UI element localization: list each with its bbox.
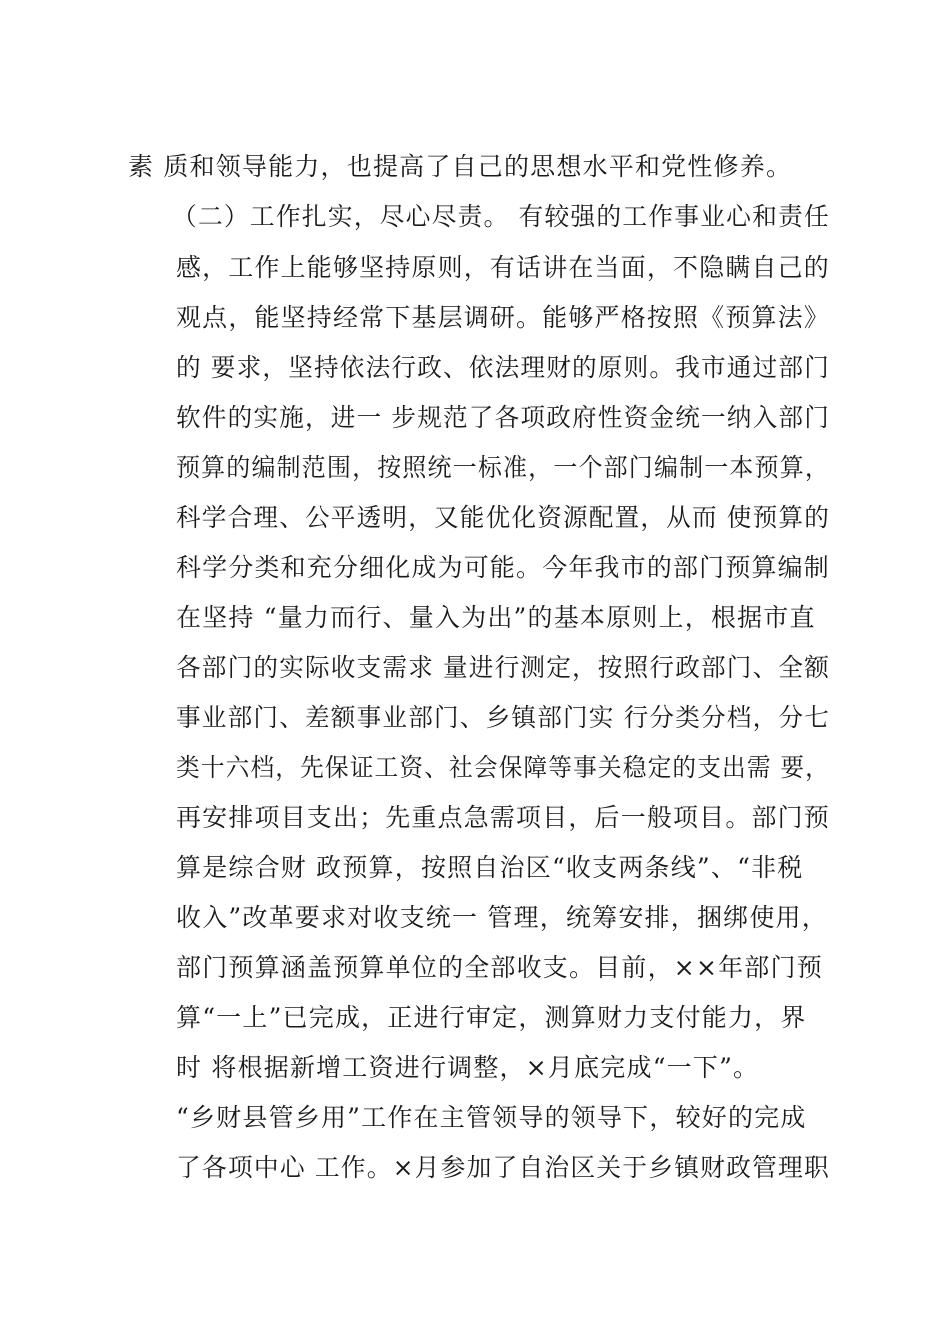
text-line: 事业部门、差额事业部门、乡镇部门实 行分类分档，分七	[176, 703, 830, 732]
text-line: 预算的编制范围，按照统一标准，一个部门编制一本预算，	[176, 453, 831, 482]
text-line: “乡财县管乡用”工作在主管领导的领导下，较好的完成	[176, 1103, 807, 1132]
text-line: 科学分类和充分细化成为可能。今年我市的部门预算编制	[176, 553, 830, 582]
text-line: 算是综合财 政预算，按照自治区“收支两条线”、“非税	[176, 853, 804, 882]
text-line: 类十六档，先保证工资、社会保障等事关稳定的支出需 要，	[176, 753, 830, 782]
text-line: 观点，能坚持经常下基层调研。能够严格按照《预算法》	[176, 303, 830, 332]
text-line: 素 质和领导能力，也提高了自己的思想水平和党性修养。	[128, 152, 793, 181]
text-line: 算“一上”已完成，正进行审定，测算财力支付能力，界	[176, 1003, 807, 1032]
text-line: 收入”改革要求对收支统一 管理，统筹安排，捆绑使用，	[176, 903, 828, 932]
text-line: （二）工作扎实，尽心尽责。 有较强的工作事业心和责任	[172, 202, 830, 231]
text-line: 部门预算涵盖预算单位的全部收支。目前，××年部门预	[176, 953, 823, 982]
text-line: 时 将根据新增工资进行调整，×月底完成“一下”。	[176, 1053, 760, 1082]
text-line: 在坚持 “量力而行、量入为出”的基本原则上，根据市直	[176, 603, 816, 632]
text-line: 软件的实施，进一 步规范了各项政府性资金统一纳入部门	[176, 403, 830, 432]
text-line: 感，工作上能够坚持原则，有话讲在当面，不隐瞒自己的	[176, 253, 830, 282]
text-line: 了各项中心 工作。×月参加了自治区关于乡镇财政管理职	[176, 1153, 830, 1182]
text-line: 科学合理、公平透明，又能优化资源配置，从而 使预算的	[176, 503, 830, 532]
text-line: 再安排项目支出；先重点急需项目，后一般项目。部门预	[176, 803, 830, 832]
text-line: 的 要求，坚持依法行政、依法理财的原则。我市通过部门	[176, 353, 830, 382]
text-line: 各部门的实际收支需求 量进行测定，按照行政部门、全额	[176, 653, 830, 682]
